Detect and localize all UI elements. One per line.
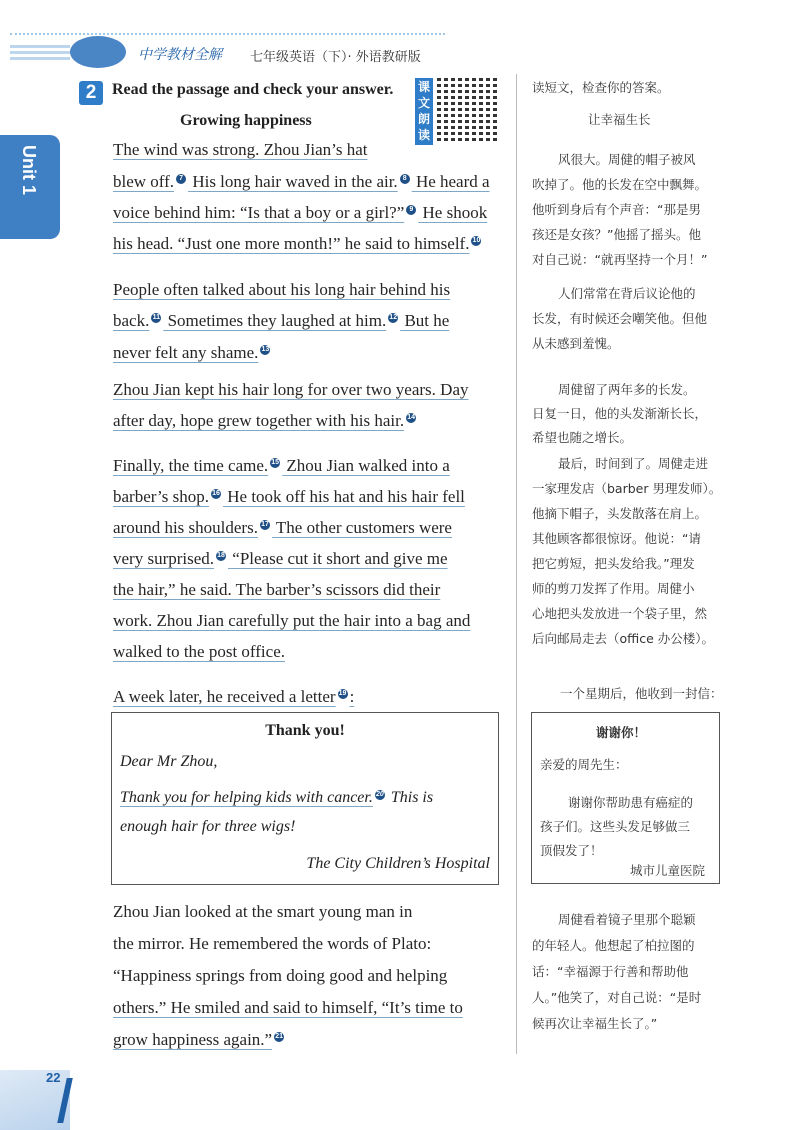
translation-line: 风很大。周健的帽子被风 [558, 152, 696, 167]
translation-line: 话：“幸福源于行善和帮助他 [532, 964, 689, 979]
passage-ending [113, 902, 499, 1052]
note-marker: 16 [212, 490, 220, 498]
translation-line: 一家理发店（barber 男理发师）。 [532, 481, 722, 496]
ending-line [113, 902, 412, 922]
passage-text: Sometimes they laughed at him. [163, 311, 387, 330]
ending-line [113, 1030, 286, 1050]
note-marker: 8 [400, 174, 410, 184]
note-marker: 17 [261, 521, 269, 529]
passage-line [113, 456, 450, 476]
passage-line [113, 411, 418, 431]
ending-text: the mirror. He remembered the words of Plato: [113, 934, 432, 953]
unit-label: Unit 1 [19, 145, 39, 196]
translation-line: 心地把头发放进一个袋子里，然 [532, 606, 708, 621]
qr-label: 课文朗读 [415, 78, 433, 145]
passage-line [113, 580, 440, 600]
header-dotted-line [10, 33, 445, 35]
letter-box [111, 712, 499, 885]
translation-line: 周健看着镜子里那个聪颖 [558, 912, 696, 927]
passage-text: Zhou Jian walked into a [282, 456, 450, 475]
translation-line: 日复一日，他的头发渐渐长长， [532, 406, 708, 421]
passage-text: The other customers were [271, 518, 452, 537]
qr-code-icon[interactable] [437, 78, 499, 144]
passage-line [113, 140, 368, 160]
book-logo-icon [70, 36, 126, 68]
ending-text: “Happiness springs from doing good and helping [113, 966, 448, 985]
passage-line [113, 518, 452, 538]
passage-text: But he [400, 311, 450, 330]
note-marker: 11 [152, 314, 161, 322]
passage-line [113, 487, 465, 507]
translation-line: 对自己说：“就再坚持一个月！” [532, 252, 708, 267]
passage-text: walked to the post office. [113, 642, 286, 661]
translation-line: 他听到身后有个声音：“那是男 [532, 202, 701, 217]
passage-text: around his shoulders. [113, 518, 258, 537]
note-marker: 9 [406, 205, 416, 215]
translation-line: 他摘下帽子，头发散落在肩上。 [532, 506, 708, 521]
passage-line [113, 687, 354, 707]
passage-text: back. [113, 311, 150, 330]
translation-line: 从未感到羞愧。 [532, 336, 620, 351]
passage-text: his head. “Just one more month!” he said to himself. [113, 234, 470, 253]
translation-letter-box [531, 712, 720, 884]
letter-signature: The City Children’s Hospital [306, 855, 490, 872]
translation-letter-greeting: 亲爱的周先生： [540, 757, 628, 772]
passage-line [113, 343, 272, 363]
translation-line: 其他顾客都很惊讶。他说：“请 [532, 531, 701, 546]
translation-line: 把它剪短，把头发给我。”理发 [532, 556, 695, 571]
exercise-number-badge: 2 [79, 81, 103, 105]
note-marker: 13 [261, 346, 270, 354]
translation-line: 孩还是女孩？”他摇了摇头。他 [532, 227, 701, 242]
passage-text: voice behind him: “Is that a boy or a girl?” [113, 203, 405, 222]
translation-line: 一个星期后，他收到一封信： [560, 686, 723, 701]
passage-text: The wind was strong. Zhou Jian’s hat [113, 140, 368, 159]
ending-line [113, 966, 447, 986]
passage-text: : [349, 687, 355, 706]
translation-letter-body-1: 谢谢你帮助患有癌症的 [568, 795, 694, 810]
ending-text: Zhou Jian looked at the smart young man in [113, 902, 413, 921]
note-marker: 7 [176, 174, 186, 184]
passage-text: He took off his hat and his hair fell [223, 487, 465, 506]
ending-line [113, 998, 463, 1018]
book-title: 中学教材全解 [138, 47, 222, 63]
passage-line [113, 280, 450, 300]
passage-title: Growing happiness [180, 112, 312, 129]
passage-line [113, 642, 285, 662]
passage-line [113, 380, 469, 400]
passage-text: very surprised. [113, 549, 215, 568]
ending-text: grow happiness again.” [113, 1030, 273, 1049]
passage-text: Zhou Jian kept his hair long for over two years. Day [113, 380, 469, 399]
passage-body [113, 140, 499, 706]
note-marker: 20 [375, 790, 384, 798]
passage-text: work. Zhou Jian carefully put the hair into a bag and [113, 611, 471, 630]
passage-text: “Please cut it short and give me [228, 549, 448, 568]
note-marker: 10 [472, 237, 481, 245]
letter-line-2: enough hair for three wigs! [120, 818, 296, 835]
passage-text: Finally, the time came. [113, 456, 269, 475]
letter-greeting: Dear Mr Zhou, [120, 753, 218, 770]
passage-line [113, 311, 449, 331]
passage-line [113, 172, 490, 192]
page-number: 22 [46, 1070, 61, 1085]
translation-line: 读短文，检查你的答案。 [532, 80, 670, 95]
translation-line: 让幸福生长 [588, 112, 651, 127]
passage-line [113, 549, 448, 569]
letter-line-1 [120, 789, 433, 807]
translation-line: 周健留了两年多的长发。 [558, 382, 696, 397]
translation-line: 吹掉了。他的长发在空中飘舞。 [532, 177, 708, 192]
passage-text: People often talked about his long hair behind his [113, 280, 451, 299]
translation-letter-title: 谢谢你！ [596, 725, 647, 740]
unit-tab [0, 135, 60, 239]
passage-text: blew off. [113, 172, 175, 191]
passage-line [113, 234, 483, 254]
translation-line: 长发，有时候还会嘲笑他。但他 [532, 311, 708, 326]
ending-line [113, 934, 431, 954]
passage-line [113, 203, 487, 223]
header-decoration [10, 45, 70, 63]
translation-letter-signature: 城市儿童医院 [630, 863, 706, 878]
translation-letter-body-3: 顶假发了！ [540, 843, 603, 858]
column-divider [516, 74, 517, 1054]
translation-line: 人。”他笑了，对自己说：“是时 [532, 990, 702, 1005]
passage-text: the hair,” he said. The barber’s scissors did their [113, 580, 441, 599]
passage-text: never felt any shame. [113, 343, 259, 362]
passage-line [113, 611, 470, 631]
translation-line: 候再次让幸福生长了。” [532, 1016, 658, 1031]
passage-text: He heard a [411, 172, 490, 191]
passage-text: barber’s shop. [113, 487, 209, 506]
book-subtitle: 七年级英语（下）· 外语教研版 [250, 50, 421, 65]
passage-text: after day, hope grew together with his hair. [113, 411, 405, 430]
translation-line: 人们常常在背后议论他的 [558, 286, 696, 301]
passage-text: A week later, he received a letter [113, 687, 336, 706]
note-marker: 14 [407, 414, 415, 422]
passage-text: His long hair waved in the air. [188, 172, 398, 191]
translation-line: 师的剪刀发挥了作用。周健小 [532, 581, 695, 596]
translation-letter-body-2: 孩子们。这些头发足够做三 [540, 819, 691, 834]
note-marker: 12 [389, 314, 398, 322]
translation-line: 希望也随之增长。 [532, 430, 633, 445]
ending-text: others.” He smiled and said to himself, “It’s time to [113, 998, 463, 1017]
note-marker: 15 [271, 459, 280, 467]
exercise-instruction: Read the passage and check your answer. [112, 81, 394, 98]
note-marker: 21 [275, 1033, 283, 1041]
note-marker: 19 [338, 690, 347, 698]
translation-line: 的年轻人。他想起了柏拉图的 [532, 938, 695, 953]
note-marker: 18 [217, 552, 225, 560]
letter-line-1-text: Thank you for helping kids with cancer. [120, 789, 373, 806]
passage-text: He shook [418, 203, 488, 222]
letter-line-1-tail: This is [386, 789, 434, 806]
translation-line: 最后，时间到了。周健走进 [558, 456, 709, 471]
translation-line: 后向邮局走去（office 办公楼）。 [532, 631, 715, 646]
letter-title: Thank you! [265, 722, 345, 739]
